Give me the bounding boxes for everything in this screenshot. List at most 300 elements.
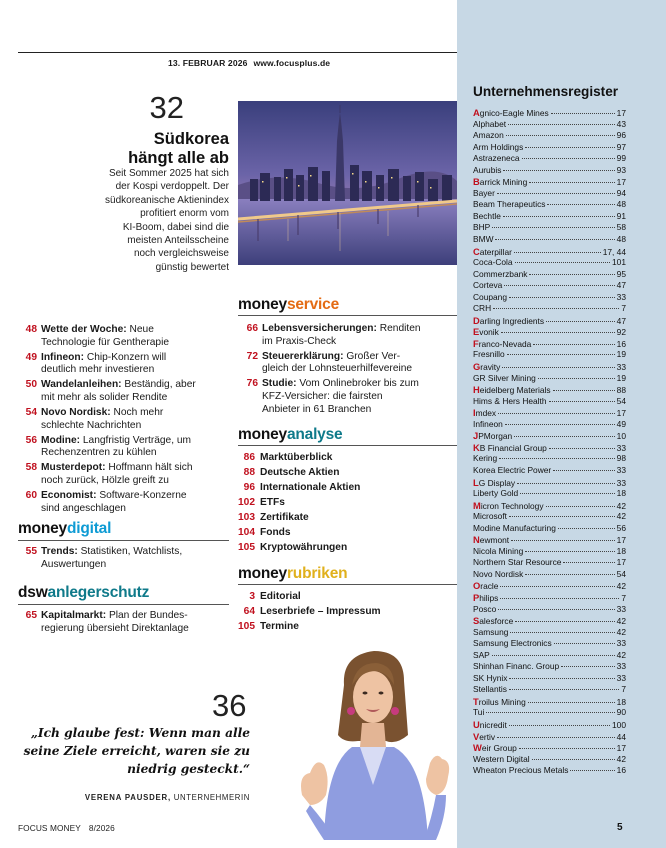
magazine-name: FOCUS MONEY bbox=[18, 823, 81, 833]
entry-page-number: 105 bbox=[238, 621, 255, 632]
register-entry[interactable] bbox=[473, 500, 626, 512]
leader-dots bbox=[500, 586, 614, 587]
toc-entry[interactable] bbox=[238, 527, 457, 539]
register-entry[interactable] bbox=[473, 188, 626, 200]
leader-dots bbox=[520, 493, 615, 494]
leader-dots bbox=[546, 506, 615, 507]
leader-dots bbox=[546, 321, 615, 322]
entry-label: ETFs bbox=[260, 497, 285, 508]
entry-page-number: 3 bbox=[249, 591, 255, 602]
leader-dots bbox=[498, 413, 615, 414]
company-page: 16 bbox=[616, 338, 626, 349]
register-entry[interactable] bbox=[473, 453, 626, 465]
register-entry[interactable] bbox=[473, 419, 626, 431]
company-name: Samsung Electronics bbox=[473, 638, 552, 649]
entry-page-number: 54 bbox=[25, 407, 37, 419]
company-name: Amazon bbox=[473, 130, 504, 141]
leader-dots bbox=[507, 354, 615, 355]
company-page: 17 bbox=[616, 743, 626, 754]
register-entry[interactable] bbox=[473, 719, 626, 731]
company-name: Unicredit bbox=[473, 718, 507, 730]
company-name: Oracle bbox=[473, 580, 499, 592]
leader-dots bbox=[525, 574, 614, 575]
leader-dots bbox=[493, 308, 619, 309]
leader-dots bbox=[525, 551, 614, 552]
register-entry[interactable] bbox=[473, 707, 626, 719]
company-name: Hims & Hers Health bbox=[473, 395, 547, 406]
company-page: 56 bbox=[616, 522, 626, 533]
register-entry[interactable] bbox=[473, 349, 626, 361]
pull-quote[interactable]: „Ich glaube fest: Wenn man alle seine Ziele erreicht, waren sie zu niedrig gesteckt.“ bbox=[23, 726, 250, 776]
entry-label: Marktüberblick bbox=[260, 452, 333, 463]
entry-text: Novo Nordisk: Noch mehr schlechte Nachrichten bbox=[41, 407, 164, 431]
company-name: Bechtle bbox=[473, 210, 501, 221]
toc-entry[interactable] bbox=[238, 378, 457, 416]
entry-page-number: 60 bbox=[25, 490, 37, 502]
company-name: Darling Ingredients bbox=[473, 314, 545, 326]
company-page: 48 bbox=[616, 199, 626, 210]
company-page: 33 bbox=[616, 464, 626, 475]
leader-dots bbox=[498, 609, 614, 610]
company-name: Weir Group bbox=[473, 742, 517, 754]
company-page: 54 bbox=[616, 568, 626, 579]
company-page: 54 bbox=[616, 395, 626, 406]
leader-dots bbox=[517, 483, 615, 484]
company-page: 48 bbox=[616, 234, 626, 245]
entry-page-number: 72 bbox=[246, 350, 258, 362]
company-name: JPMorgan bbox=[473, 430, 513, 442]
company-name: Korea Electric Power bbox=[473, 464, 552, 475]
leader-dots bbox=[504, 285, 614, 286]
toc-entry[interactable] bbox=[238, 452, 457, 464]
leader-dots bbox=[549, 448, 615, 449]
register-entry[interactable] bbox=[473, 153, 626, 165]
section-rule bbox=[18, 540, 229, 541]
company-name: Franco-Nevada bbox=[473, 337, 532, 349]
company-page: 44 bbox=[616, 731, 626, 742]
company-name: Posco bbox=[473, 603, 497, 614]
register-entry[interactable] bbox=[473, 546, 626, 558]
toc-entry[interactable] bbox=[238, 621, 457, 633]
leader-dots bbox=[553, 470, 614, 471]
company-page: 17 bbox=[616, 108, 626, 118]
register-entry[interactable] bbox=[473, 557, 626, 569]
company-name: Caterpillar bbox=[473, 245, 512, 257]
company-page: 33 bbox=[616, 603, 626, 614]
register-entry[interactable] bbox=[473, 580, 626, 592]
register-entry[interactable] bbox=[473, 569, 626, 581]
company-page: 58 bbox=[616, 222, 626, 233]
register-entry[interactable] bbox=[473, 696, 626, 708]
anleger-list bbox=[18, 610, 231, 638]
company-name: Stellantis bbox=[473, 684, 507, 695]
company-name: Samsung bbox=[473, 626, 509, 637]
company-page: 33 bbox=[616, 638, 626, 649]
entry-page-number: 64 bbox=[243, 606, 255, 617]
company-page: 17 bbox=[616, 177, 626, 188]
entry-page-number: 88 bbox=[243, 467, 255, 478]
entry-label: Zertifikate bbox=[260, 512, 309, 523]
leader-dots bbox=[525, 147, 614, 148]
leader-dots bbox=[551, 113, 615, 114]
toc-entry[interactable] bbox=[18, 324, 231, 349]
company-name: Western Digital bbox=[473, 753, 530, 764]
company-name: Wheaton Precious Metals bbox=[473, 765, 569, 776]
entry-heading: Steuererklärung: bbox=[262, 350, 344, 362]
register-entry[interactable] bbox=[473, 673, 626, 685]
register-entry[interactable] bbox=[473, 650, 626, 662]
toc-entry[interactable] bbox=[18, 546, 231, 571]
entry-text: Studie: Vom Onlinebroker bis zum KFZ-Versicher: die fairsten Anbieter in 61 Branchen bbox=[262, 378, 419, 415]
leader-dots bbox=[528, 702, 615, 703]
analyse-list bbox=[238, 452, 457, 557]
footer bbox=[18, 823, 115, 833]
leader-dots bbox=[502, 367, 614, 368]
leader-dots bbox=[563, 562, 614, 563]
register-entry[interactable] bbox=[473, 638, 626, 650]
company-page: 94 bbox=[616, 187, 626, 198]
company-page: 19 bbox=[616, 349, 626, 360]
company-page: 42 bbox=[616, 581, 626, 592]
entry-heading: Infineon: bbox=[41, 351, 85, 363]
entry-text: Wandelanleihen: Beständig, aber mit mehr als solider Rendite bbox=[41, 379, 196, 403]
company-name: Imdex bbox=[473, 407, 497, 419]
toc-entry[interactable] bbox=[238, 542, 457, 554]
entry-text: Economist: Software-Konzerne sind angeschlagen bbox=[41, 490, 187, 514]
entry-label: Deutsche Aktien bbox=[260, 467, 340, 478]
toc-entry[interactable] bbox=[238, 497, 457, 509]
leader-dots bbox=[500, 598, 619, 599]
company-page: 90 bbox=[616, 707, 626, 718]
register-entry[interactable] bbox=[473, 130, 626, 142]
leader-dots bbox=[522, 158, 615, 159]
leader-dots bbox=[492, 227, 614, 228]
register-entry[interactable] bbox=[473, 222, 626, 234]
seoul-skyline-photo bbox=[238, 101, 457, 265]
section-rule bbox=[238, 445, 457, 446]
company-page: 42 bbox=[616, 616, 626, 627]
leader-dots bbox=[538, 378, 615, 379]
company-name: Salesforce bbox=[473, 615, 514, 627]
company-page: 88 bbox=[616, 385, 626, 396]
leader-dots bbox=[558, 528, 615, 529]
company-page: 47 bbox=[616, 280, 626, 291]
register-entry[interactable] bbox=[473, 592, 626, 604]
leader-dots bbox=[547, 204, 614, 205]
company-page: 33 bbox=[616, 362, 626, 373]
company-name: Barrick Mining bbox=[473, 176, 528, 188]
register-entry[interactable] bbox=[473, 165, 626, 177]
register-entry[interactable] bbox=[473, 488, 626, 500]
leader-dots bbox=[503, 216, 615, 217]
entry-text: Trends: Statistiken, Watchlists, Auswertungen bbox=[41, 546, 183, 570]
entry-heading: Economist: bbox=[41, 490, 97, 502]
register-entry[interactable] bbox=[473, 511, 626, 523]
leader-dots bbox=[501, 332, 615, 333]
register-entry[interactable] bbox=[473, 211, 626, 223]
company-page: 33 bbox=[616, 661, 626, 672]
register-entry[interactable] bbox=[473, 396, 626, 408]
company-name: Northern Star Resource bbox=[473, 557, 562, 568]
company-name: Astrazeneca bbox=[473, 153, 520, 164]
register-entry[interactable] bbox=[473, 280, 626, 292]
lead-teaser: Seit Sommer 2025 hat sich der Kospi verdoppelt. Der südkoreanische Aktienindex profitiert enorm vom KI-Boom, dabei sind die meisten Anteilsscheine noch vergleichsweise günstig bewertet bbox=[105, 168, 229, 273]
section-head-moneyanalyse: moneyanalyse bbox=[238, 426, 343, 443]
entry-heading: Novo Nordisk: bbox=[41, 407, 111, 419]
toc-entry[interactable] bbox=[18, 379, 231, 404]
feature-list bbox=[18, 324, 231, 518]
register-entry[interactable] bbox=[473, 604, 626, 616]
company-name: Micron Technology bbox=[473, 499, 544, 511]
register-entry[interactable] bbox=[473, 373, 626, 385]
leader-dots bbox=[508, 124, 615, 125]
leader-dots bbox=[532, 759, 615, 760]
leader-dots bbox=[495, 239, 614, 240]
lead-title[interactable]: Südkorea hängt alle ab bbox=[128, 130, 229, 167]
leader-dots bbox=[515, 262, 610, 263]
company-name: Infineon bbox=[473, 418, 503, 429]
register-entry[interactable] bbox=[473, 234, 626, 246]
entry-label: Internationale Aktien bbox=[260, 482, 361, 493]
company-name: KB Financial Group bbox=[473, 441, 547, 453]
company-page: 42 bbox=[616, 626, 626, 637]
company-name: Philips bbox=[473, 591, 499, 603]
toc-entry[interactable] bbox=[238, 512, 457, 524]
register-entry[interactable] bbox=[473, 534, 626, 546]
toc-entry[interactable] bbox=[18, 435, 231, 460]
company-name: Aurubis bbox=[473, 164, 502, 175]
entry-text: Musterdepot: Hoffmann hält sich noch zurück, Hölzle greift zu bbox=[41, 462, 193, 487]
company-name: Vertiv bbox=[473, 730, 496, 742]
leader-dots bbox=[499, 458, 614, 459]
leader-dots bbox=[503, 170, 614, 171]
company-page: 47 bbox=[616, 315, 626, 326]
quote-page-number: 36 bbox=[212, 688, 247, 723]
issue-number: 8/2026 bbox=[88, 823, 115, 833]
page-number: 5 bbox=[617, 822, 623, 833]
company-name: Agnico-Eagle Mines bbox=[473, 107, 549, 118]
entry-page-number: 103 bbox=[238, 512, 255, 523]
toc-entry[interactable] bbox=[238, 591, 457, 603]
leader-dots bbox=[509, 689, 619, 690]
company-name: SK Hynix bbox=[473, 672, 508, 683]
leader-dots bbox=[486, 712, 614, 713]
company-name: Novo Nordisk bbox=[473, 568, 524, 579]
entry-label: Kryptowährungen bbox=[260, 542, 348, 553]
quote-author: VERENA PAUSDER, UNTERNEHMERIN bbox=[84, 793, 250, 802]
toc-entry[interactable] bbox=[18, 462, 231, 487]
website-url[interactable]: www.focusplus.de bbox=[253, 58, 331, 68]
company-page: 17 bbox=[616, 408, 626, 419]
entry-heading: Modine: bbox=[41, 434, 81, 446]
entry-page-number: 55 bbox=[25, 546, 37, 557]
entry-page-number: 65 bbox=[25, 610, 37, 621]
leader-dots bbox=[529, 274, 614, 275]
company-page: 43 bbox=[616, 118, 626, 129]
entry-text: Modine: Langfristig Verträge, um Rechenzentren zu kühlen bbox=[41, 434, 192, 459]
register-entry[interactable] bbox=[473, 627, 626, 639]
company-page: 49 bbox=[616, 418, 626, 429]
register-entry[interactable] bbox=[473, 257, 626, 269]
entry-heading: Studie: bbox=[262, 378, 297, 390]
register-entry[interactable] bbox=[473, 303, 626, 315]
company-page: 18 bbox=[616, 696, 626, 707]
company-name: Newmont bbox=[473, 534, 510, 546]
company-page: 96 bbox=[616, 130, 626, 141]
register-entry[interactable] bbox=[473, 269, 626, 281]
register-entry[interactable] bbox=[473, 292, 626, 304]
entry-label: Editorial bbox=[260, 591, 301, 602]
company-page: 95 bbox=[616, 268, 626, 279]
leader-dots bbox=[570, 770, 614, 771]
company-name: BMW bbox=[473, 234, 494, 245]
section-head-moneydigital: moneydigital bbox=[18, 520, 112, 537]
toc-entry[interactable] bbox=[238, 606, 457, 618]
company-page: 42 bbox=[616, 753, 626, 764]
entry-page-number: 58 bbox=[25, 462, 37, 474]
company-name: Coupang bbox=[473, 291, 507, 302]
company-page: 91 bbox=[616, 210, 626, 221]
company-name: Corteva bbox=[473, 280, 503, 291]
company-page: 7 bbox=[621, 303, 626, 314]
company-page: 97 bbox=[616, 141, 626, 152]
company-name: BHP bbox=[473, 222, 491, 233]
entry-text: Kapitalmarkt: Plan der Bundes- regierung übersieht Direktanlage bbox=[41, 610, 189, 634]
register-entry[interactable] bbox=[473, 465, 626, 477]
leader-dots bbox=[529, 182, 614, 183]
company-page: 18 bbox=[616, 488, 626, 499]
entry-page-number: 76 bbox=[246, 378, 258, 390]
company-page: 33 bbox=[616, 442, 626, 453]
company-page: 7 bbox=[621, 592, 626, 603]
entry-heading: Trends: bbox=[41, 546, 78, 557]
company-name: Kering bbox=[473, 453, 498, 464]
toc-entry[interactable] bbox=[238, 323, 457, 348]
company-name: Bayer bbox=[473, 187, 495, 198]
company-name: Arm Holdings bbox=[473, 141, 524, 152]
entry-page-number: 48 bbox=[25, 324, 37, 335]
toc-entry[interactable] bbox=[18, 407, 231, 432]
company-page: 101 bbox=[612, 257, 626, 268]
register-entry[interactable] bbox=[473, 326, 626, 338]
register-entry[interactable] bbox=[473, 338, 626, 350]
company-name: SAP bbox=[473, 649, 490, 660]
leader-dots bbox=[509, 297, 615, 298]
register-entry[interactable] bbox=[473, 684, 626, 696]
rubriken-list bbox=[238, 591, 457, 636]
entry-page-number: 104 bbox=[238, 527, 255, 538]
entry-heading: Lebensversicherungen: bbox=[262, 323, 377, 334]
register-entry[interactable] bbox=[473, 731, 626, 743]
toc-entry[interactable] bbox=[18, 490, 231, 515]
register-entry[interactable] bbox=[473, 477, 626, 489]
entry-heading: Musterdepot: bbox=[41, 462, 106, 474]
entry-label: Termine bbox=[260, 621, 299, 632]
register-entry[interactable] bbox=[473, 361, 626, 373]
dateline bbox=[168, 58, 330, 68]
entry-page-number: 66 bbox=[246, 323, 258, 334]
company-page: 16 bbox=[616, 765, 626, 776]
section-rule bbox=[238, 584, 457, 585]
section-head-dswanlegerschutz: dswanlegerschutz bbox=[18, 584, 150, 601]
register-entry[interactable] bbox=[473, 430, 626, 442]
company-name: Coca-Cola bbox=[473, 257, 513, 268]
company-page: 42 bbox=[616, 649, 626, 660]
entry-heading: Wandelanleihen: bbox=[41, 379, 122, 391]
entry-label: Leserbriefe – Impressum bbox=[260, 606, 381, 617]
company-page: 19 bbox=[616, 372, 626, 383]
section-head-moneyrubriken: moneyrubriken bbox=[238, 565, 348, 582]
entry-page-number: 105 bbox=[238, 542, 255, 553]
company-name: Shinhan Financ. Group bbox=[473, 661, 560, 672]
leader-dots bbox=[514, 252, 601, 253]
toc-entry[interactable] bbox=[238, 467, 457, 479]
register-entry[interactable] bbox=[473, 315, 626, 327]
register-entry[interactable] bbox=[473, 661, 626, 673]
register-title: Unternehmensregister bbox=[473, 84, 619, 99]
company-name: Gravity bbox=[473, 361, 501, 373]
company-page: 100 bbox=[612, 719, 626, 730]
register-entry[interactable] bbox=[473, 615, 626, 627]
entry-page-number: 56 bbox=[25, 434, 37, 446]
toc-entry[interactable] bbox=[18, 352, 231, 377]
company-page: 17 bbox=[616, 557, 626, 568]
header-rule bbox=[18, 52, 457, 53]
register-entry[interactable] bbox=[473, 107, 626, 119]
company-page: 10 bbox=[616, 431, 626, 442]
register-entry[interactable] bbox=[473, 246, 626, 258]
register-entry[interactable] bbox=[473, 176, 626, 188]
company-page: 92 bbox=[616, 327, 626, 338]
toc-entry[interactable] bbox=[238, 482, 457, 494]
entry-heading: Wette der Woche: bbox=[41, 324, 127, 335]
lead-page-number: 32 bbox=[149, 90, 184, 125]
leader-dots bbox=[510, 632, 614, 633]
company-page: 7 bbox=[621, 684, 626, 695]
leader-dots bbox=[561, 666, 615, 667]
company-name: Nicola Mining bbox=[473, 545, 524, 556]
company-page: 42 bbox=[616, 511, 626, 522]
leader-dots bbox=[497, 193, 615, 194]
register-entry[interactable] bbox=[473, 199, 626, 211]
section-head-moneyservice: moneyservice bbox=[238, 296, 340, 313]
company-page: 93 bbox=[616, 164, 626, 175]
register-list bbox=[473, 107, 626, 777]
company-name: Beam Therapeutics bbox=[473, 199, 546, 210]
leader-dots bbox=[549, 401, 615, 402]
register-entry[interactable] bbox=[473, 407, 626, 419]
company-name: Alphabet bbox=[473, 118, 507, 129]
register-entry[interactable] bbox=[473, 384, 626, 396]
toc-entry[interactable] bbox=[18, 610, 231, 635]
register-entry[interactable] bbox=[473, 523, 626, 535]
leader-dots bbox=[519, 748, 615, 749]
entry-page-number: 50 bbox=[25, 379, 37, 391]
register-entry[interactable] bbox=[473, 119, 626, 131]
leader-dots bbox=[505, 424, 615, 425]
register-entry[interactable] bbox=[473, 754, 626, 766]
leader-dots bbox=[511, 540, 615, 541]
register-entry[interactable] bbox=[473, 442, 626, 454]
register-entry[interactable] bbox=[473, 765, 626, 777]
register-entry[interactable] bbox=[473, 742, 626, 754]
company-page: 17 bbox=[616, 535, 626, 546]
issue-date: 13. FEBRUAR 2026 bbox=[168, 58, 248, 68]
toc-entry[interactable] bbox=[238, 351, 457, 376]
register-entry[interactable] bbox=[473, 142, 626, 154]
company-page: 98 bbox=[616, 453, 626, 464]
company-name: Modine Manufacturing bbox=[473, 522, 556, 533]
